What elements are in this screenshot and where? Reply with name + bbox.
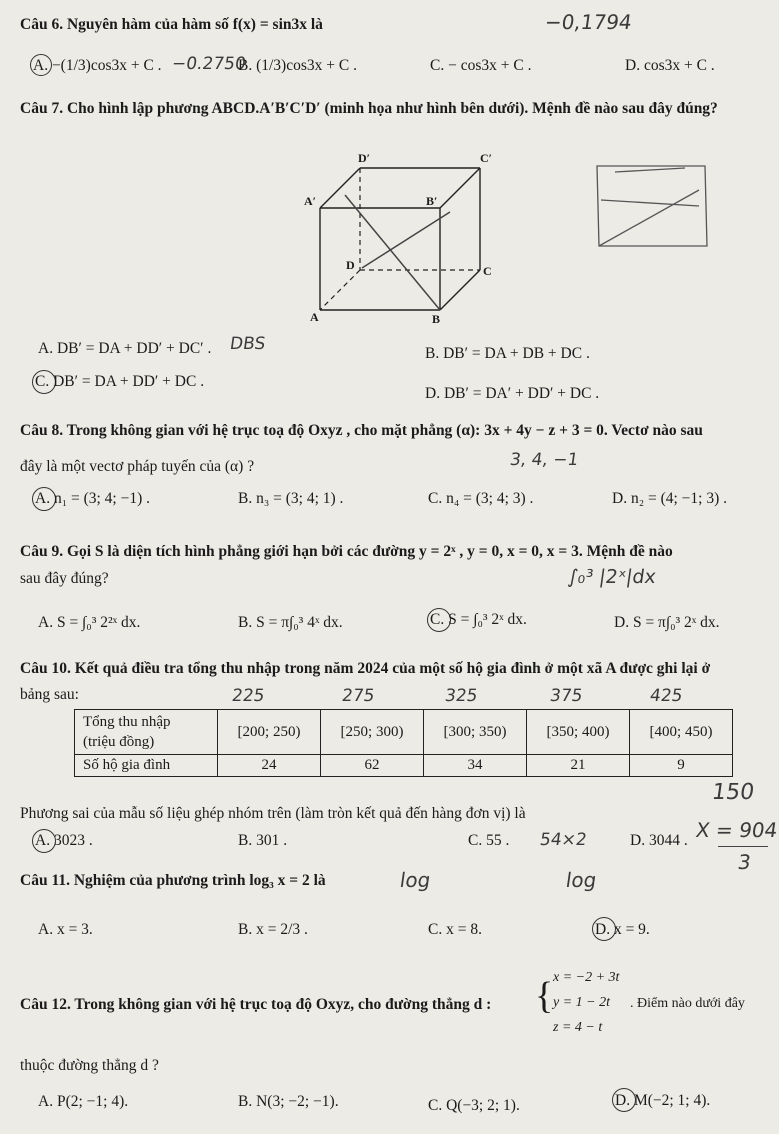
midpoint-3: 325 xyxy=(443,686,479,706)
q11-option-d[interactable]: D. x = 9. xyxy=(595,921,650,938)
table-header-line-1: Tổng thu nhập xyxy=(83,714,171,730)
q7-option-c[interactable]: C. DB′ = DA + DD′ + DC . xyxy=(35,373,205,390)
table-header-income xyxy=(75,710,218,755)
q6-option-b[interactable]: B. (1/3)cos3x + C . xyxy=(238,57,357,74)
handwritten-sketch xyxy=(595,160,715,255)
q12-stem-2: thuộc đường thẳng d ? xyxy=(20,1057,159,1074)
table-cell: [400; 450) xyxy=(630,710,733,755)
midpoint-2: 275 xyxy=(340,686,376,706)
q7-option-d[interactable]: D. DB′ = DA′ + DD′ + DC . xyxy=(425,385,600,402)
table-cell: [350; 400) xyxy=(527,710,630,755)
table-cell: [300; 350) xyxy=(424,710,527,755)
table-row xyxy=(75,755,733,777)
q12-option-d[interactable]: D. M(−2; 1; 4). xyxy=(615,1092,711,1109)
q8-handwritten-note: 3, 4, −1 xyxy=(508,450,580,470)
q6-stem: Câu 6. Nguyên hàm của hàm số f(x) = sin3x là xyxy=(20,16,323,33)
q7-option-a[interactable]: A. DB′ = DA + DD′ + DC′ . xyxy=(38,340,212,357)
q10-mean-note: X = 904 xyxy=(694,818,779,842)
q12-option-b[interactable]: B. N(3; −2; −1). xyxy=(238,1093,339,1110)
q6-option-d[interactable]: D. cos3x + C . xyxy=(625,57,715,74)
q8-option-b[interactable]: B. n₃ = (3; 4; 1) . xyxy=(238,490,344,507)
table-cell: 24 xyxy=(218,755,321,777)
q9-option-d[interactable]: D. S = π∫₀³ 2ˣ dx. xyxy=(614,614,720,631)
q10-note-mid: 54×2 xyxy=(538,830,589,850)
q10-mean-denominator: 3 xyxy=(736,850,753,874)
q6-handwritten-answer: −0,1794 xyxy=(543,10,634,34)
q12-option-a[interactable]: A. P(2; −1; 4). xyxy=(38,1093,129,1110)
vertex-b-prime: B′ xyxy=(426,194,438,208)
vertex-b: B xyxy=(432,312,441,326)
q11-option-b[interactable]: B. x = 2/3 . xyxy=(238,921,308,938)
q8-option-a[interactable]: A. n₁ = (3; 4; −1) . xyxy=(35,490,151,507)
vertex-c-prime: C′ xyxy=(480,151,493,165)
q8-option-d[interactable]: D. n₂ = (4; −1; 3) . xyxy=(612,490,728,507)
table-cell: [200; 250) xyxy=(218,710,321,755)
q6-option-c[interactable]: C. − cos3x + C . xyxy=(430,57,532,74)
q12-option-c[interactable]: C. Q(−3; 2; 1). xyxy=(428,1097,520,1114)
q9-stem: Câu 9. Gọi S là diện tích hình phẳng giới hạn bởi các đường y = 2ˣ , y = 0, x = 0, x = 3. Mệnh đề nào xyxy=(20,543,673,560)
q11-stem: Câu 11. Nghiệm của phương trình log₃ x = 2 là xyxy=(20,872,326,889)
q11-note-2: log xyxy=(564,868,599,892)
q10-option-a[interactable]: A. 3023 . xyxy=(35,832,93,849)
q7-stem: Câu 7. Cho hình lập phương ABCD.A′B′C′D′ (minh họa như hình bên dưới). Mệnh đề nào sau đây đúng? xyxy=(20,100,718,117)
midpoint-1: 225 xyxy=(230,686,266,706)
q9-option-a[interactable]: A. S = ∫₀³ 2²ˣ dx. xyxy=(38,614,141,631)
q6-note-a: −0.2750 xyxy=(170,54,248,74)
q12-stem-right: . Điểm nào dưới đây xyxy=(630,996,745,1011)
q9-handwritten-note: ∫₀³ |2ˣ|dx xyxy=(566,566,658,588)
q11-option-a[interactable]: A. x = 3. xyxy=(38,921,93,938)
q11-note-1: log xyxy=(398,868,433,892)
q6-option-a[interactable]: A. −(1/3)cos3x + C . xyxy=(33,57,162,74)
vertex-a: A xyxy=(310,310,319,324)
q10-option-c[interactable]: C. 55 . xyxy=(468,832,510,849)
vertex-c: C xyxy=(483,264,492,278)
table-cell: 9 xyxy=(630,755,733,777)
table-cell: 62 xyxy=(321,755,424,777)
q10-stem: Câu 10. Kết quả điều tra tổng thu nhập trong năm 2024 của một số hộ gia đình ở một xã A được ghi lại ở xyxy=(20,660,711,677)
income-frequency-table xyxy=(74,709,733,777)
system-brace: { xyxy=(535,975,554,1017)
q12-stem: Câu 12. Trong không gian với hệ trục toạ độ Oxyz, cho đường thẳng d : xyxy=(20,996,492,1013)
midpoint-4: 375 xyxy=(548,686,584,706)
system-line-1: x = −2 + 3t xyxy=(553,970,620,985)
q7-note-a: DBS xyxy=(228,334,267,354)
system-line-3: z = 4 − t xyxy=(553,1020,603,1035)
q8-stem-2: đây là một vectơ pháp tuyến của (α) ? xyxy=(20,458,255,475)
cube-diagram xyxy=(300,150,515,330)
q10-stem-2: bảng sau: xyxy=(20,686,79,703)
q8-stem: Câu 8. Trong không gian với hệ trục toạ độ Oxyz , cho mặt phẳng (α): 3x + 4y − z + 3 = 0. Vectơ nào sau xyxy=(20,422,703,439)
q11-option-c[interactable]: C. x = 8. xyxy=(428,921,482,938)
table-header-households: Số hộ gia đình xyxy=(75,755,218,777)
q10-option-b[interactable]: B. 301 . xyxy=(238,832,288,849)
q7-option-b[interactable]: B. DB′ = DA + DB + DC . xyxy=(425,345,590,362)
table-cell: 21 xyxy=(527,755,630,777)
vertex-a-prime: A′ xyxy=(304,194,317,208)
cube-figure xyxy=(300,150,515,335)
table-row xyxy=(75,710,733,755)
q8-option-c[interactable]: C. n₄ = (3; 4; 3) . xyxy=(428,490,534,507)
q10-mean-fraction-bar xyxy=(718,846,768,847)
q9-option-b[interactable]: B. S = π∫₀³ 4ˣ dx. xyxy=(238,614,343,631)
q9-stem-2: sau đây đúng? xyxy=(20,570,109,587)
system-line-2: y = 1 − 2t xyxy=(553,995,610,1010)
table-header-line-2: (triệu đồng) xyxy=(83,734,155,750)
sketch-drawing xyxy=(595,160,715,250)
table-cell: 34 xyxy=(424,755,527,777)
vertex-d: D xyxy=(346,258,355,272)
vertex-d-prime: D′ xyxy=(358,151,371,165)
q10-total-note: 150 xyxy=(710,780,756,805)
table-cell: [250; 300) xyxy=(321,710,424,755)
q10-stem-3: Phương sai của mẫu số liệu ghép nhóm trên (làm tròn kết quả đến hàng đơn vị) là xyxy=(20,805,526,822)
q9-option-c[interactable]: C. S = ∫₀³ 2ˣ dx. xyxy=(430,611,527,628)
midpoint-5: 425 xyxy=(648,686,684,706)
q10-option-d[interactable]: D. 3044 . xyxy=(630,832,688,849)
